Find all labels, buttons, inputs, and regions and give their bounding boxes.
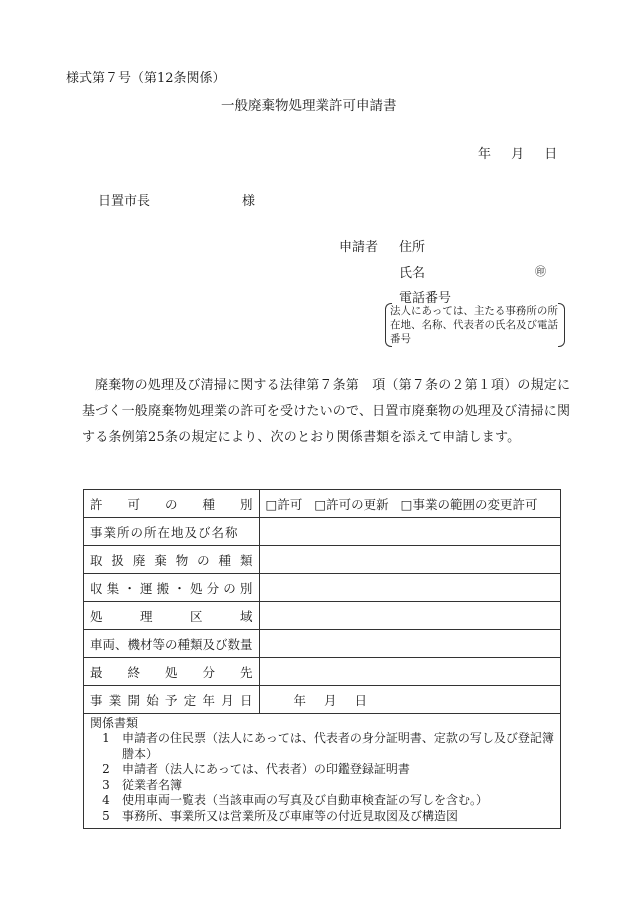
list-item	[90, 793, 554, 809]
addressee-suffix: 様	[242, 194, 256, 209]
row-label-start-date	[84, 686, 260, 714]
business-category-field[interactable]	[259, 574, 560, 602]
label-char: 予	[165, 692, 178, 708]
form-number: 様式第７号（第12条関係）	[66, 71, 226, 86]
label-char: 最	[90, 664, 103, 680]
applicant-note	[385, 303, 565, 347]
label-char: 分	[206, 580, 220, 596]
label-char: 分	[202, 664, 216, 680]
label-char: 処	[90, 608, 103, 624]
office-location-field[interactable]	[259, 518, 560, 546]
label-char: 収	[90, 580, 103, 596]
permit-option-change[interactable]: □事業の範囲の変更許可	[400, 496, 538, 512]
seal-mark: ㊞	[535, 265, 546, 278]
documents-cell	[84, 714, 561, 829]
table-row	[84, 574, 561, 602]
label-char: 区	[190, 608, 203, 624]
label-char: 域	[240, 608, 253, 624]
application-date-line: 年 月 日	[478, 147, 558, 162]
item-text: 従業者名簿	[122, 777, 183, 792]
item-text: 事務所、事業所又は営業所及び車庫等の付近見取図及び構造図	[122, 808, 459, 823]
label-char: 取	[90, 552, 103, 568]
list-item	[90, 762, 554, 778]
label-char: 処	[165, 664, 178, 680]
row-label-waste-type	[84, 546, 260, 574]
label-char: ・	[123, 580, 136, 596]
label-char: 理	[140, 608, 153, 624]
document-title: 一般廃棄物処理業許可申請書	[221, 98, 397, 114]
table-row	[84, 490, 561, 518]
label-char: 搬	[156, 580, 170, 596]
final-disposal-field[interactable]	[259, 658, 560, 686]
list-item	[90, 731, 554, 762]
item-number: 3	[102, 777, 110, 792]
phone-label: 電話番号	[399, 291, 452, 306]
table-row	[84, 714, 561, 829]
label-char: 集	[106, 580, 120, 596]
label-char: 許	[90, 496, 103, 512]
start-date-field[interactable]: 年 月 日	[259, 686, 560, 714]
item-number: 2	[102, 762, 110, 776]
label-char: 別	[239, 580, 253, 596]
addressee	[98, 190, 255, 209]
waste-type-field[interactable]	[259, 546, 560, 574]
label-char: 類	[239, 552, 253, 568]
application-table	[83, 489, 561, 829]
row-label-permit-type	[84, 490, 260, 518]
row-label-business-category	[84, 574, 260, 602]
addressee-name: 日置市長	[98, 194, 151, 209]
label-char: 種	[202, 496, 216, 512]
label-char: 処	[189, 580, 203, 596]
label-char: 始	[146, 692, 159, 708]
label-char: 可	[127, 496, 141, 512]
permit-option-new[interactable]: □許可	[265, 496, 303, 512]
label-char: 扱	[111, 552, 124, 568]
applicant-note-text: 法人にあっては、主たる事務所の所在地、名称、代表者の氏名及び電話番号	[390, 305, 558, 345]
label-char: 事	[90, 692, 103, 708]
row-label-vehicles: 車両、機材等の種類及び数量	[84, 630, 260, 658]
label-char: 先	[240, 664, 253, 680]
label-char: の	[165, 496, 178, 512]
row-label-service-area	[84, 602, 260, 630]
documents-list	[90, 731, 554, 824]
label-char: 定	[183, 692, 197, 708]
label-char: 廃	[132, 552, 146, 568]
label-char: 別	[240, 496, 253, 512]
permit-options	[259, 490, 560, 518]
label-char: 終	[127, 664, 141, 680]
address-label: 住所	[399, 240, 426, 255]
table-row	[84, 518, 561, 546]
row-label-final-disposal	[84, 658, 260, 686]
item-text: 申請者（法人にあっては、代表者）の印鑑登録証明書	[122, 762, 410, 776]
documents-title: 関係書類	[90, 716, 139, 730]
vehicles-field[interactable]	[259, 630, 560, 658]
label-char: 棄	[154, 552, 167, 568]
table-row	[84, 658, 561, 686]
item-number: 1	[102, 731, 110, 745]
row-label-office-location: 事業所の所在地及び名称	[84, 518, 260, 546]
service-area-field[interactable]	[259, 602, 560, 630]
label-char: 月	[221, 692, 234, 708]
application-statement: 廃棄物の処理及び清掃に関する法律第７条第 項（第７条の２第１項）の規定に基づく一般廃棄物処理業の許可を受けたいので、日置市廃棄物の処理及び清掃に関する条例第25条の規定により、次のとおり関係書類を添えて申請します。	[82, 378, 571, 445]
name-label: 氏名	[399, 266, 426, 281]
item-number: 4	[102, 793, 110, 807]
label-char: の	[197, 552, 210, 568]
label-char: 物	[175, 552, 189, 568]
label-char: ・	[173, 580, 186, 596]
label-char: 種	[218, 552, 232, 568]
label-char: 日	[240, 692, 253, 708]
label-char: の	[223, 580, 236, 596]
label-char: 業	[108, 692, 122, 708]
right-bracket	[558, 303, 565, 347]
table-row	[84, 546, 561, 574]
label-char: 年	[202, 692, 216, 708]
permit-option-renewal[interactable]: □許可の更新	[314, 496, 389, 512]
label-char: 開	[127, 692, 141, 708]
list-item	[90, 778, 554, 794]
table-row	[84, 686, 561, 714]
applicant-label: 申請者	[339, 240, 379, 255]
item-text: 申請者の住民票（法人にあっては、代表者の身分証明書、定款の写し及び登記簿謄本）	[122, 731, 554, 761]
list-item	[90, 809, 554, 825]
label-char: 運	[139, 580, 153, 596]
table-row	[84, 602, 561, 630]
item-text: 使用車両一覧表（当該車両の写真及び自動車検査証の写しを含む。）	[122, 793, 489, 807]
table-row	[84, 630, 561, 658]
item-number: 5	[102, 808, 110, 823]
